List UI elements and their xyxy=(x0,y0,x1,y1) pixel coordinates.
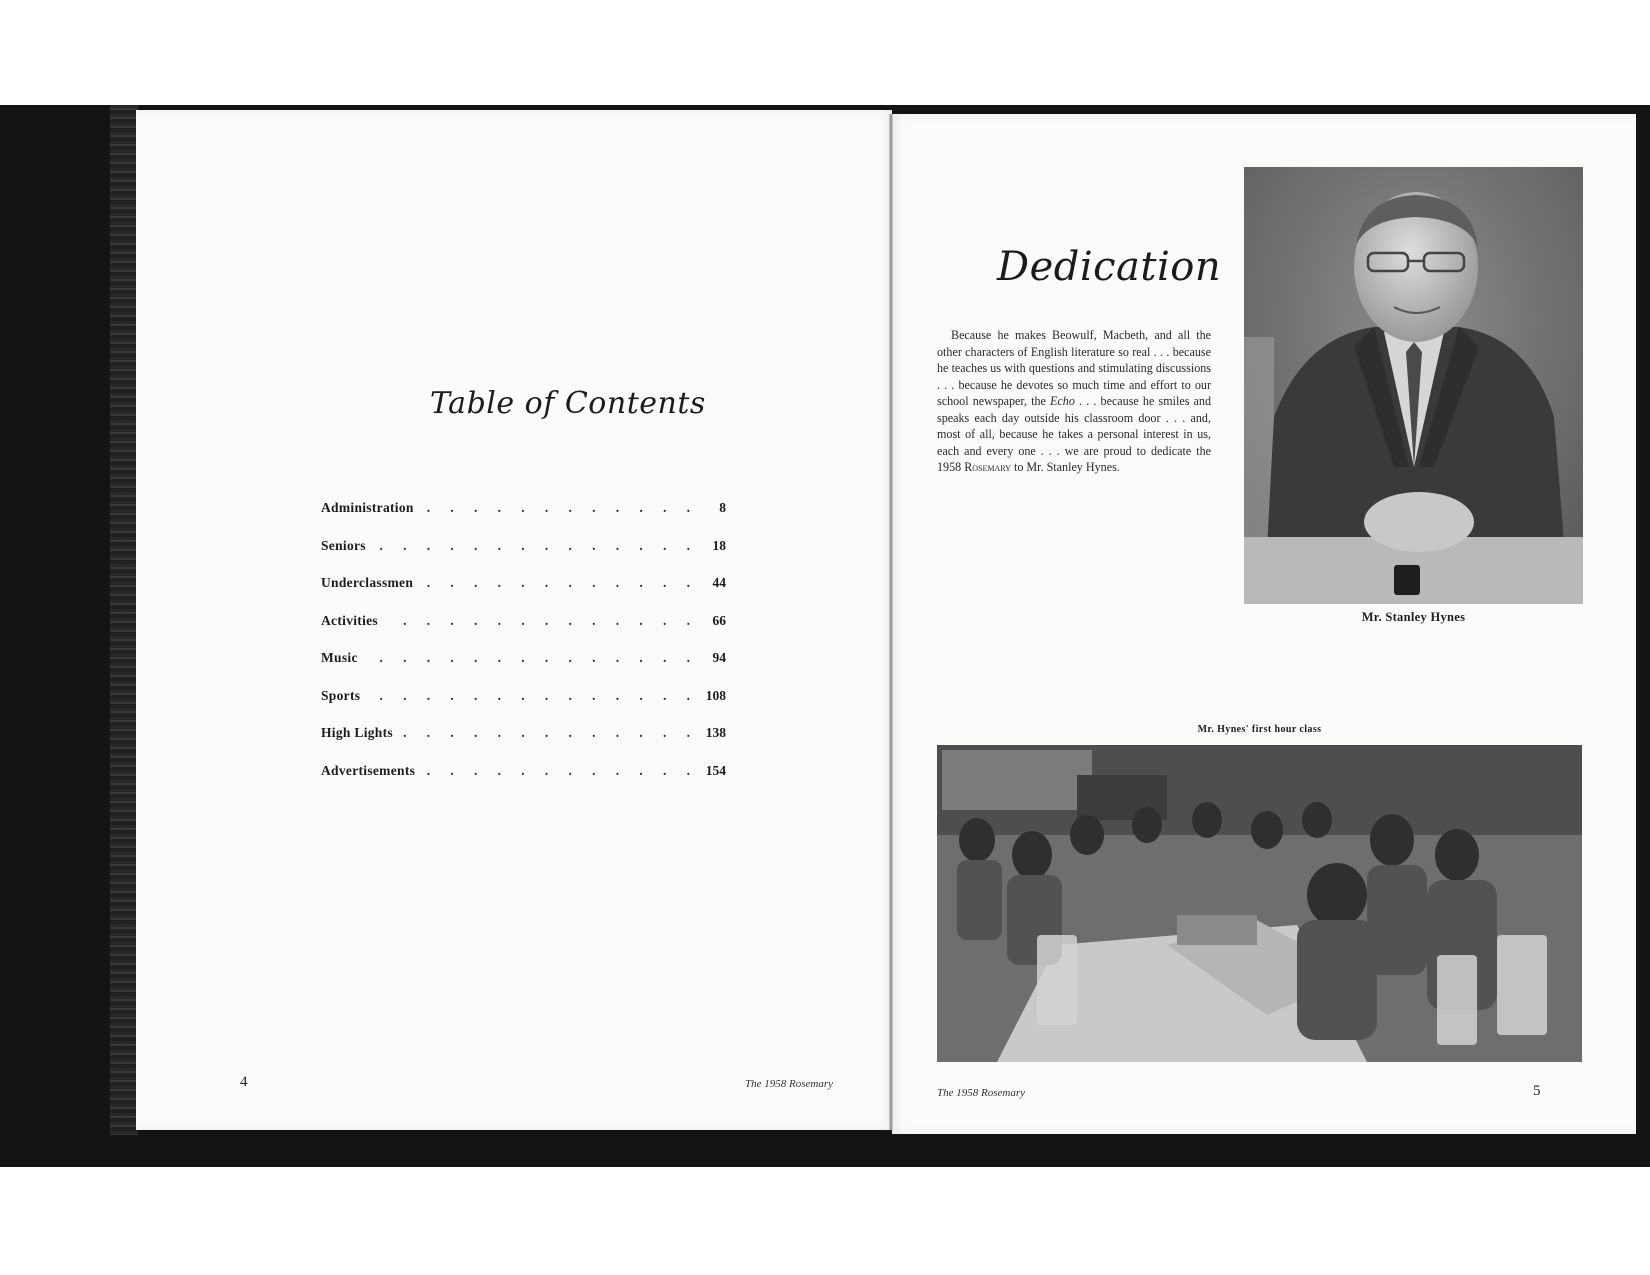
left-page-footer: The 1958 Rosemary xyxy=(745,1078,833,1090)
toc-entry[interactable] xyxy=(321,575,726,613)
toc-leader-dots xyxy=(366,650,690,666)
toc-entry-label: Underclassmen xyxy=(321,575,414,590)
toc-entry-page: 44 xyxy=(712,575,726,590)
right-page-number: 5 xyxy=(1533,1083,1541,1099)
toc-entry-label: Advertisements xyxy=(321,762,416,778)
toc-leader-dots xyxy=(422,500,690,516)
classroom-illustration xyxy=(937,745,1582,1062)
toc-entry-page: 18 xyxy=(712,537,726,553)
dedication-title: Dedication xyxy=(997,244,1222,290)
toc-entry-label: Activities xyxy=(321,612,378,628)
classroom-photo xyxy=(937,745,1582,1062)
dedication-text-part: . . . because he smiles and speaks each day outside his classroom door . . . and, most of all, because he takes a personal interest in us, each and every one . . . we are proud to dedicate the 1958 xyxy=(937,394,1212,474)
toc-entry-label: Seniors xyxy=(321,537,366,553)
toc-entry[interactable] xyxy=(321,725,726,763)
toc-leader-dots xyxy=(386,613,690,629)
toc-leader-dots xyxy=(421,575,690,591)
portrait-caption: Mr. Stanley Hynes xyxy=(1361,610,1466,624)
toc-entry-page: 8 xyxy=(719,500,726,515)
dedication-text-part: to Mr. Stanley Hynes. xyxy=(1010,460,1120,474)
newspaper-name: Echo xyxy=(1050,394,1075,408)
toc-entry[interactable] xyxy=(321,763,726,801)
toc-entry-page: 94 xyxy=(712,650,726,665)
left-page-number: 4 xyxy=(240,1074,248,1090)
toc-entry[interactable] xyxy=(321,650,726,688)
toc-leader-dots xyxy=(374,538,690,554)
dedication-text-part: Because he makes Beowulf, Macbeth, and all the other characters of English literature so real . . . because he teaches us with questions and stimulating discussions . . . because he devotes so much time and effort to our school newspaper, the xyxy=(937,328,1211,408)
book-spine xyxy=(110,105,138,1135)
portrait-illustration xyxy=(1244,167,1583,604)
toc-leader-dots xyxy=(368,688,690,704)
yearbook-name: Rosemary xyxy=(964,460,1011,474)
toc-entry-label: High Lights xyxy=(321,725,393,740)
toc-entry-label: Sports xyxy=(321,687,361,703)
classroom-caption: Mr. Hynes' first hour class xyxy=(1197,724,1322,735)
toc-leader-dots xyxy=(401,725,690,741)
toc-leader-dots xyxy=(423,763,690,779)
toc-entry-page: 66 xyxy=(712,612,726,628)
toc-entry[interactable] xyxy=(321,538,726,576)
toc-entry[interactable] xyxy=(321,613,726,651)
toc-entry-page: 138 xyxy=(705,725,726,740)
toc-entry-page: 108 xyxy=(705,687,726,703)
dedication-text xyxy=(937,327,1211,476)
toc-entry-label: Administration xyxy=(321,500,414,515)
toc-entry[interactable] xyxy=(321,688,726,726)
toc-title: Table of Contents xyxy=(430,386,706,421)
book-gutter xyxy=(889,114,893,1130)
toc-entry[interactable] xyxy=(321,500,726,538)
toc-entry-label: Music xyxy=(321,650,358,665)
right-page-footer: The 1958 Rosemary xyxy=(937,1087,1025,1099)
table-of-contents xyxy=(321,500,726,800)
teacher-portrait-photo xyxy=(1244,167,1583,604)
toc-entry-page: 154 xyxy=(705,762,726,778)
